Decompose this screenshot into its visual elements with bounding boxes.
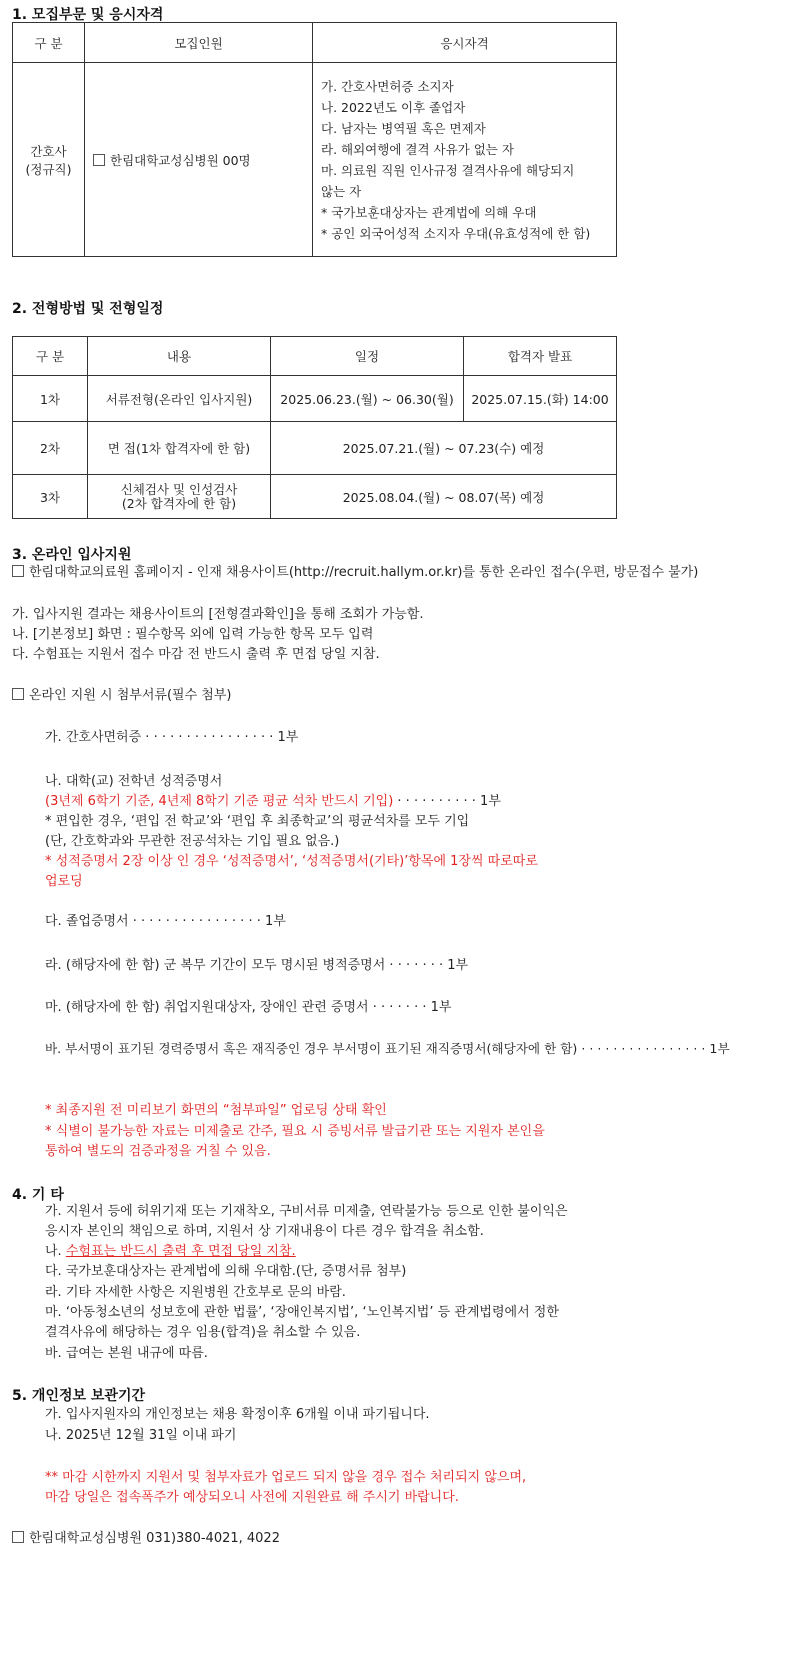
doc-item: * 편입한 경우, ‘편입 전 학교’와 ‘편입 후 최종학교’의 평균석차를 모두 기입 <box>45 814 470 829</box>
date-cell: 2025.08.04.(월) ~ 08.07(목) 예정 <box>271 475 617 519</box>
header-date: 일정 <box>271 337 464 376</box>
deadline-warning: 마감 당일은 접속폭주가 예상되오니 사전에 지원완료 해 주시기 바랍니다. <box>45 1490 459 1505</box>
content-line: 신체검사 및 인성검사 <box>120 481 238 497</box>
note-line: 나. [기본정보] 화면 : 필수항목 외에 입력 가능한 항목 모두 입력 <box>12 627 374 642</box>
doc-item: 가. 간호사면허증 · · · · · · · · · · · · · · · · 1부 <box>45 730 299 745</box>
apply-text: 한림대학교의료원 홈페이지 - 인재 채용사이트(http://recruit.hallym.or.kr)를 통한 온라인 접수(우편, 방문접수 불가) <box>29 565 699 580</box>
etc-line: 가. 지원서 등에 허위기재 또는 기재착오, 구비서류 미제출, 연락불가능 등으로 인한 불이익은 <box>45 1204 568 1219</box>
date-cell: 2025.06.23.(월) ~ 06.30(월) <box>271 376 464 422</box>
deadline-warning: ** 마감 시한까지 지원서 및 첨부자료가 업로드 되지 않을 경우 접수 처리되지 않으며, <box>45 1470 527 1485</box>
table-row <box>13 376 617 422</box>
doc-item: * 성적증명서 2장 이상 인 경우 ‘성적증명서’, ‘성적증명서(기타)’항목에 1장씩 따로따로 <box>45 854 538 869</box>
qual-line: 마. 의료원 직원 인사규정 결격사유에 해당되지 <box>321 162 575 178</box>
contact-text: 한림대학교성심병원 031)380-4021, 4022 <box>29 1531 280 1546</box>
count-cell <box>85 63 313 257</box>
content-cell <box>88 475 271 519</box>
warning-line: 통하여 별도의 검증과정을 거칠 수 있음. <box>45 1144 271 1159</box>
count-text: 한림대학교성심병원 00명 <box>110 152 251 168</box>
qual-line: * 국가보훈대상자는 관계법에 의해 우대 <box>321 204 537 220</box>
announce-cell: 2025.07.15.(화) 14:00 <box>464 376 617 422</box>
doc-item: 업로딩 <box>45 874 83 889</box>
qualification-cell <box>313 63 617 257</box>
checkbox-icon <box>12 565 24 577</box>
etc-red-underline: 수험표는 반드시 출력 후 면접 당일 지참. <box>65 1244 296 1259</box>
contact-line <box>12 1528 280 1549</box>
category-name: 간호사 <box>30 143 67 159</box>
section-2-title: 2. 전형방법 및 전형일정 <box>12 301 164 317</box>
docs-title-text: 온라인 지원 시 첨부서류(필수 첨부) <box>29 688 232 703</box>
etc-line: 응시자 본인의 책임으로 하며, 지원서 상 기재내용이 다른 경우 합격을 취소함. <box>45 1224 484 1239</box>
doc-item: 나. 대학(교) 전학년 성적증명서 <box>45 774 223 789</box>
header-content: 내용 <box>88 337 271 376</box>
etc-prefix: 나. <box>45 1244 66 1259</box>
warning-line: * 최종지원 전 미리보기 화면의 “첨부파일” 업로딩 상태 확인 <box>45 1103 387 1118</box>
warning-line: * 식별이 불가능한 자료는 미제출로 간주, 필요 시 증빙서류 발급기관 또는 지원자 본인을 <box>45 1124 545 1139</box>
schedule-table <box>12 336 617 519</box>
table-row <box>13 422 617 475</box>
doc-item: 마. (해당자에 한 함) 취업지원대상자, 장애인 관련 증명서 · · · · · · · 1부 <box>45 1000 452 1015</box>
header-count: 모집인원 <box>85 23 313 63</box>
doc-item: 바. 부서명이 표기된 경력증명서 혹은 재직중인 경우 부서명이 표기된 재직증명서(해당자에 한 함) · · · · · · · · · · · · · · · · 1부 <box>45 1041 730 1056</box>
docs-title <box>12 685 232 706</box>
doc-item: (단, 간호학과와 무관한 전공석차는 기입 필요 없음.) <box>45 834 340 849</box>
section-1-title: 1. 모집부문 및 응시자격 <box>12 7 164 23</box>
category-cell <box>13 63 85 257</box>
etc-line: 다. 국가보훈대상자는 관계법에 의해 우대함.(단, 증명서류 첨부) <box>45 1264 407 1279</box>
qualification-table <box>12 22 617 257</box>
category-type: (정규직) <box>25 161 72 177</box>
table-row <box>13 475 617 519</box>
section-3-title: 3. 온라인 입사지원 <box>12 547 132 563</box>
header-announce: 합격자 발표 <box>464 337 617 376</box>
doc-item: 다. 졸업증명서 · · · · · · · · · · · · · · · · 1부 <box>45 914 286 929</box>
qual-line: 가. 간호사면허증 소지자 <box>321 78 454 94</box>
checkbox-icon <box>93 154 105 166</box>
apply-line <box>12 562 698 583</box>
checkbox-icon <box>12 1531 24 1543</box>
content-cell: 면 접(1차 합격자에 한 함) <box>88 422 271 475</box>
content-cell: 서류전형(온라인 입사지원) <box>88 376 271 422</box>
qual-line: 다. 남자는 병역필 혹은 면제자 <box>321 120 486 136</box>
qual-line: 나. 2022년도 이후 졸업자 <box>321 99 466 115</box>
note-line: 다. 수험표는 지원서 접수 마감 전 반드시 출력 후 면접 당일 지참. <box>12 647 380 662</box>
stage-cell: 3차 <box>13 475 88 519</box>
stage-cell: 2차 <box>13 422 88 475</box>
header-qualification: 응시자격 <box>313 23 617 63</box>
qual-line: 라. 해외여행에 결격 사유가 없는 자 <box>321 141 514 157</box>
header-category: 구 분 <box>13 23 85 63</box>
doc-red-text: (3년제 6학기 기준, 4년제 8학기 기준 평균 석차 반드시 기입) <box>45 794 394 809</box>
etc-line: 결격사유에 해당하는 경우 임용(합격)을 취소할 수 있음. <box>45 1325 361 1340</box>
section-5-title: 5. 개인정보 보관기간 <box>12 1388 145 1404</box>
qual-line: 않는 자 <box>321 183 362 199</box>
privacy-line: 나. 2025년 12월 31일 이내 파기 <box>45 1428 237 1443</box>
etc-line: 마. ‘아동청소년의 성보호에 관한 법률’, ‘장애인복지법’, ‘노인복지법’ 등 관계법령에서 정한 <box>45 1305 559 1320</box>
etc-line <box>45 1241 296 1262</box>
date-cell: 2025.07.21.(월) ~ 07.23(수) 예정 <box>271 422 617 475</box>
doc-tail: · · · · · · · · · · 1부 <box>393 794 501 809</box>
doc-item: 라. (해당자에 한 함) 군 복무 기간이 모두 명시된 병적증명서 · · · · · · · 1부 <box>45 958 469 973</box>
doc-item <box>45 791 501 812</box>
checkbox-icon <box>12 688 24 700</box>
header-stage: 구 분 <box>13 337 88 376</box>
section-4-title: 4. 기 타 <box>12 1187 64 1203</box>
stage-cell: 1차 <box>13 376 88 422</box>
etc-line: 바. 급여는 본원 내규에 따름. <box>45 1346 208 1361</box>
privacy-line: 가. 입사지원자의 개인정보는 채용 확정이후 6개월 이내 파기됩니다. <box>45 1407 430 1422</box>
content-line: (2차 합격자에 한 함) <box>121 495 237 511</box>
etc-line: 라. 기타 자세한 사항은 지원병원 간호부로 문의 바람. <box>45 1285 346 1300</box>
note-line: 가. 입사지원 결과는 채용사이트의 [전형결과확인]을 통해 조회가 가능함. <box>12 607 424 622</box>
qual-line: * 공인 외국어성적 소지자 우대(유효성적에 한 함) <box>321 225 591 241</box>
